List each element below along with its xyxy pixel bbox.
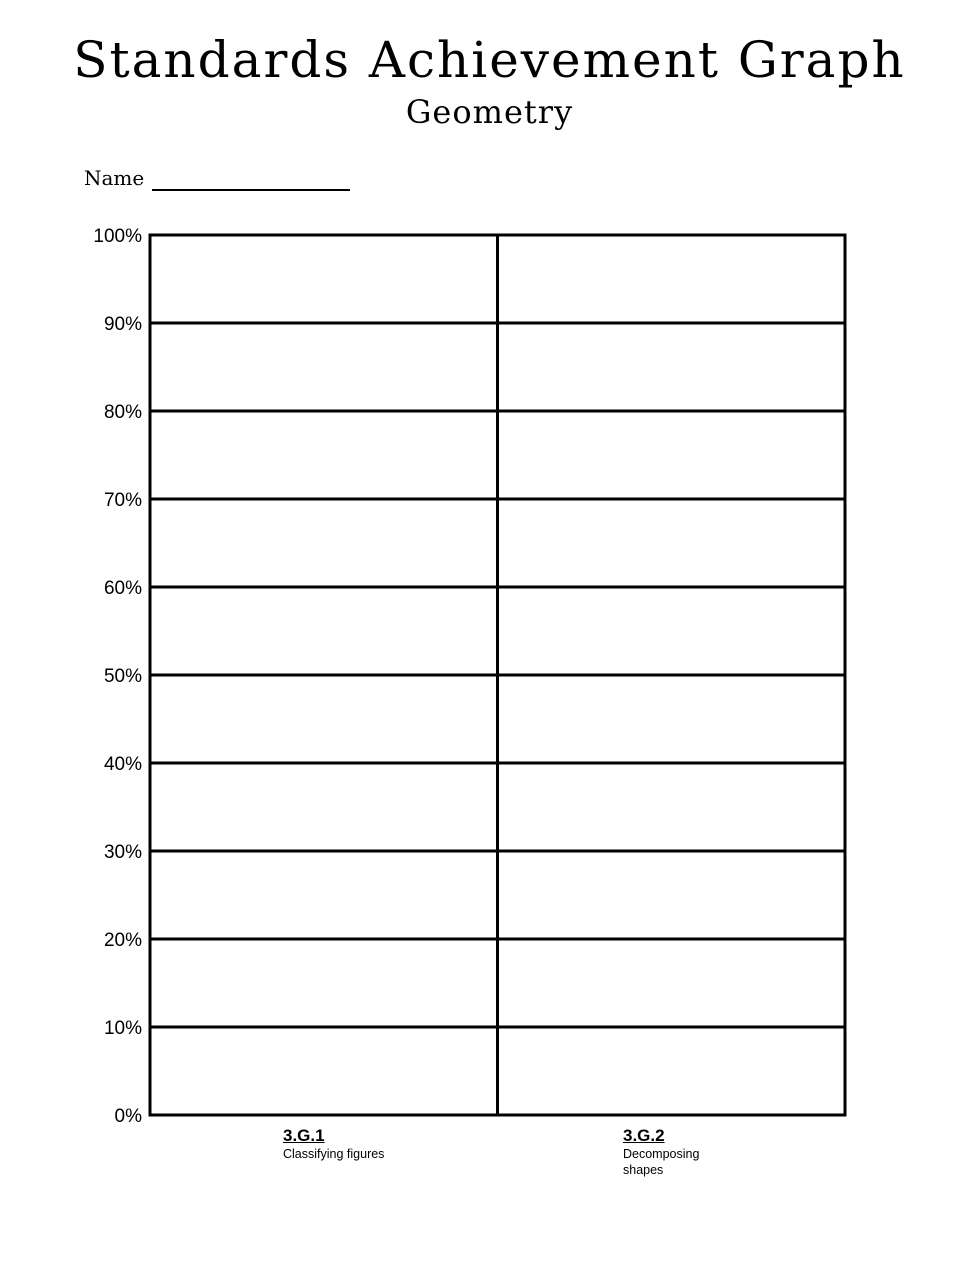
y-tick-label: 50% xyxy=(103,666,142,687)
y-tick-label: 20% xyxy=(103,930,142,951)
y-tick-label: 70% xyxy=(103,490,142,511)
category-label-3g1 xyxy=(283,1126,393,1162)
category-code: 3.G.2 xyxy=(623,1126,665,1145)
y-tick-label: 30% xyxy=(103,842,142,863)
y-tick-label: 80% xyxy=(103,402,142,423)
y-tick-label: 60% xyxy=(103,578,142,599)
page-title: Standards Achievement Graph xyxy=(73,31,906,89)
y-tick-label: 90% xyxy=(103,314,142,335)
y-tick-label: 10% xyxy=(103,1018,142,1039)
page-subtitle: Geometry xyxy=(405,93,574,131)
category-description: Decomposing shapes xyxy=(623,1147,700,1177)
category-code: 3.G.1 xyxy=(283,1126,325,1145)
category-description: Classifying figures xyxy=(283,1147,385,1161)
name-label: Name xyxy=(84,166,145,190)
y-tick-label: 40% xyxy=(103,754,142,775)
y-tick-label: 0% xyxy=(114,1106,142,1127)
category-label-3g2 xyxy=(623,1126,733,1178)
y-tick-label: 100% xyxy=(93,226,142,247)
